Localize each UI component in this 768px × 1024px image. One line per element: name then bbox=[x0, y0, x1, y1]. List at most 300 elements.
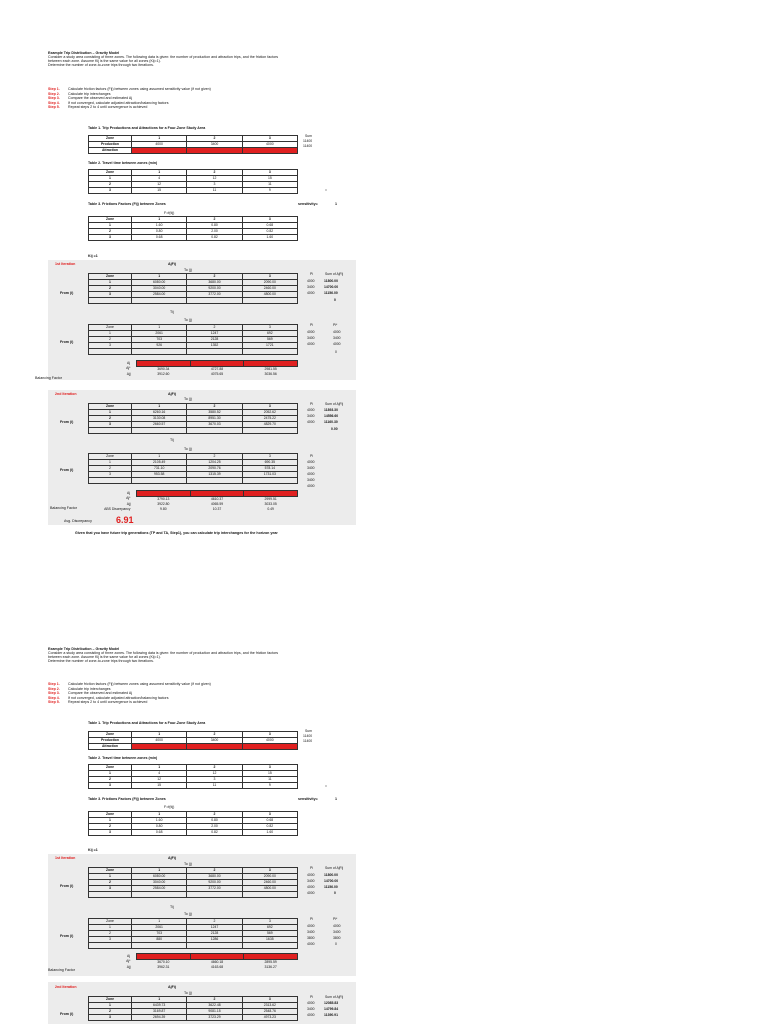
table-row bbox=[89, 744, 298, 750]
header-cell: 2 bbox=[187, 454, 242, 460]
table-3 bbox=[88, 216, 298, 241]
cell: 3 bbox=[187, 182, 242, 188]
row-label: 2 bbox=[89, 182, 132, 188]
cell: 2061 bbox=[132, 925, 187, 931]
from-label: From (i) bbox=[60, 420, 74, 424]
row-label: 1 bbox=[89, 223, 132, 229]
sum-value: 11800.00 bbox=[324, 873, 338, 877]
cell: 0.68 bbox=[242, 223, 297, 229]
header-cell: Zone bbox=[89, 868, 132, 874]
cell: 11 bbox=[187, 188, 242, 194]
cell: 2061 bbox=[132, 331, 187, 337]
table-3-title: Table 3. Frictions Factors (Fij) between Zones bbox=[88, 202, 166, 206]
cell bbox=[187, 744, 242, 750]
ajstar-value: 2999.51 bbox=[264, 496, 277, 501]
pistar-value: 0 bbox=[335, 350, 337, 354]
ajfij-table bbox=[88, 273, 298, 304]
aj-label: Aj bbox=[126, 360, 130, 365]
ajj-value: 4075.65 bbox=[210, 371, 224, 376]
row-label: 2 bbox=[89, 931, 132, 937]
cell bbox=[132, 744, 187, 750]
cell: 2090.00 bbox=[242, 874, 297, 880]
tij-table bbox=[88, 324, 298, 355]
pi-value: 3400 bbox=[307, 414, 315, 418]
header-cell: 2 bbox=[187, 765, 242, 771]
abs-value: 10.37 bbox=[212, 506, 222, 511]
tij-table bbox=[88, 453, 298, 484]
header-cell: 1 bbox=[132, 732, 187, 738]
cell: 2105.49 bbox=[132, 460, 187, 466]
cell: 3580.52 bbox=[187, 410, 242, 416]
sum-value: 0 bbox=[334, 298, 336, 302]
cell: 12 bbox=[187, 771, 242, 777]
header-cell: 3 bbox=[242, 325, 297, 331]
cell: 1.60 bbox=[242, 830, 297, 836]
cell: 8951.30 bbox=[187, 416, 242, 422]
abs-label: ABS Discrepancy bbox=[104, 506, 131, 511]
to-label: To (j) bbox=[184, 268, 192, 272]
step-text: Repeat steps 2 to 4 until convergence is achieved bbox=[68, 700, 148, 704]
to-label: To (j) bbox=[184, 318, 192, 322]
header-cell: 3 bbox=[242, 274, 297, 280]
header-cell: 3 bbox=[242, 136, 297, 142]
cell: 3772.00 bbox=[187, 292, 242, 298]
step-text: Repeat steps 2 to 4 until convergence is achieved bbox=[68, 105, 148, 109]
cell: 4 bbox=[132, 771, 187, 777]
header-cell: 1 bbox=[132, 765, 187, 771]
ajj-label: Ajj bbox=[126, 964, 131, 969]
ajstar-label: Aj* bbox=[126, 496, 131, 501]
sum-value: 0 bbox=[334, 891, 336, 895]
cell: 3040.00 bbox=[132, 286, 187, 292]
header-cell: 3 bbox=[242, 997, 297, 1003]
cell: 9200.00 bbox=[187, 880, 242, 886]
aj-label: Aj bbox=[126, 490, 130, 495]
table-row bbox=[89, 188, 298, 194]
cell: 3400 bbox=[187, 738, 242, 744]
kij-note: Kij =1 bbox=[88, 848, 98, 852]
to-label: To (j) bbox=[184, 912, 192, 916]
row-label: 3 bbox=[89, 937, 132, 943]
pi-value: 4000 bbox=[307, 408, 315, 412]
step-text: If not converged, calculate adjusted attraction/balancing factors bbox=[68, 695, 169, 700]
sum-value: 11160.30 bbox=[324, 420, 338, 424]
row-label: 3 bbox=[89, 783, 132, 789]
cell: 9200.00 bbox=[187, 286, 242, 292]
friction-function: F=f(tij) bbox=[164, 211, 175, 215]
sum-value: 14700.00 bbox=[324, 285, 339, 289]
description-line: Consider a study area consisting of three zones. The following data is given: the number of production and attraction trips, and the friction factors bbox=[48, 55, 279, 59]
step-text: Calculate trip interchanges bbox=[68, 91, 111, 96]
iteration-1-label: 1st Iteration bbox=[55, 262, 76, 266]
pistar-value: 4000 bbox=[333, 342, 341, 346]
table-row bbox=[89, 783, 298, 789]
abs-row bbox=[88, 507, 298, 512]
row-label: 3 bbox=[89, 292, 132, 298]
cell: 11 bbox=[187, 783, 242, 789]
sensitivity-label: sensitivity= bbox=[298, 202, 318, 206]
abs-value: 9.80 bbox=[160, 506, 167, 511]
pistar-value: 3400 bbox=[333, 930, 341, 934]
ajj-value: 4163.68 bbox=[210, 964, 224, 969]
table-row bbox=[89, 235, 298, 241]
pi-value: 4000 bbox=[307, 472, 315, 476]
pistar-value: 4000 bbox=[333, 330, 341, 334]
cell: 2313.62 bbox=[242, 1003, 297, 1009]
pi-value: 4000 bbox=[307, 460, 315, 464]
cell: 1247 bbox=[187, 925, 242, 931]
cell: 2460.00 bbox=[242, 286, 297, 292]
ajstar-value: 4660.18 bbox=[210, 959, 224, 964]
table-3-title: Table 3. Frictions Factors (Fij) between Zones bbox=[88, 797, 166, 801]
row-label: 2 bbox=[89, 824, 132, 830]
table-1 bbox=[88, 135, 298, 154]
header-cell: 2 bbox=[187, 217, 242, 223]
header-cell: Zone bbox=[89, 732, 132, 738]
from-label: From (i) bbox=[60, 468, 74, 472]
header-cell: Zone bbox=[89, 454, 132, 460]
header-cell: 2 bbox=[187, 170, 242, 176]
row-label: 2 bbox=[89, 416, 132, 422]
cell: 4800.00 bbox=[242, 886, 297, 892]
cell: 2460.00 bbox=[242, 880, 297, 886]
cell: 3 bbox=[187, 777, 242, 783]
ajstar-value: 3670.10 bbox=[157, 959, 170, 964]
row-label: 3 bbox=[89, 1015, 132, 1021]
sum-ajfij-label: Sum of AjFij bbox=[325, 995, 344, 999]
cell: 1721 bbox=[242, 343, 297, 349]
sum-ajfij-label: Sum of AjFij bbox=[325, 402, 344, 406]
sum-value: 11400 bbox=[303, 739, 313, 743]
row-label: 3 bbox=[89, 188, 132, 194]
step-label: Step 5. bbox=[48, 700, 60, 704]
cell: 1315.39 bbox=[187, 472, 242, 478]
table-row bbox=[89, 830, 298, 836]
cell: 0.82 bbox=[242, 229, 297, 235]
pi-value: 3800 bbox=[307, 936, 315, 940]
step-label: Step 4. bbox=[48, 100, 60, 105]
cell: 15 bbox=[132, 188, 187, 194]
step-text: If not converged, calculate adjusted attraction/balancing factors bbox=[68, 100, 169, 105]
table-2-title: Table 2. Travel time between zones (min) bbox=[88, 161, 158, 165]
balancing-factor-label: Balancing Factor bbox=[50, 506, 77, 510]
tij-title: Tij bbox=[170, 438, 174, 442]
to-label: To (j) bbox=[184, 862, 192, 866]
cell: 4 bbox=[132, 176, 187, 182]
pi-value: 4000 bbox=[307, 873, 315, 877]
sum-value: 11156.00 bbox=[324, 291, 338, 295]
row-label: 1 bbox=[89, 176, 132, 182]
avg-discrepancy-value: 6.91 bbox=[116, 515, 134, 525]
table-1-title: Table 1. Trip Productions and Attractions for a Four-Zone Study Area bbox=[88, 721, 206, 725]
cell: 569 bbox=[242, 337, 297, 343]
table-row bbox=[89, 148, 298, 154]
cell: 3670.03 bbox=[187, 422, 242, 428]
cell bbox=[242, 744, 297, 750]
cell: 1286 bbox=[187, 937, 242, 943]
pi-value: 4000 bbox=[307, 924, 315, 928]
row-label: 2 bbox=[89, 286, 132, 292]
row-label: 3 bbox=[89, 886, 132, 892]
pi-label: Pi bbox=[310, 917, 314, 921]
pi-value: 4000 bbox=[307, 942, 315, 946]
cell: 690.35 bbox=[242, 460, 297, 466]
row-label: 1 bbox=[89, 280, 132, 286]
header-cell: 2 bbox=[187, 404, 242, 410]
ajj-label: Ajj bbox=[126, 371, 131, 376]
description-line: between each zone. Assume Kij is the same value for all zones (Kij=1). bbox=[48, 59, 161, 63]
ajfij-title: AjFij bbox=[168, 985, 176, 989]
cell: 2475.22 bbox=[242, 416, 297, 422]
cell: 2584.00 bbox=[132, 886, 187, 892]
cell: 703 bbox=[132, 337, 187, 343]
sum-label: Sum bbox=[305, 729, 312, 733]
ajj-value: 3922.80 bbox=[157, 501, 170, 506]
ajstar-value: 2981.55 bbox=[264, 366, 277, 371]
cell: 2694.39 bbox=[132, 1015, 187, 1021]
ajstar-label: Aj* bbox=[126, 366, 131, 371]
cell: 0.80 bbox=[187, 818, 242, 824]
cell: 1.60 bbox=[132, 223, 187, 229]
pi-label: Pi bbox=[310, 866, 314, 870]
cell: 15 bbox=[242, 771, 297, 777]
balancing-factor-label: Balancing Factor bbox=[48, 968, 75, 972]
ajstar-label: Aj* bbox=[126, 959, 131, 964]
pi-value: 4000 bbox=[307, 420, 315, 424]
kij-note: Kij =1 bbox=[88, 254, 98, 258]
row-label: 2 bbox=[89, 1009, 132, 1015]
header-cell: 1 bbox=[132, 404, 187, 410]
step-text: Compare the observed and estimated Aj bbox=[68, 691, 133, 695]
from-label: From (i) bbox=[60, 1012, 74, 1016]
cell: 2128 bbox=[187, 337, 242, 343]
tij-table bbox=[88, 918, 298, 949]
header-cell: Zone bbox=[89, 274, 132, 280]
row-label: 1 bbox=[89, 771, 132, 777]
cell: 3723.29 bbox=[187, 1015, 242, 1021]
pi-label: Pi bbox=[310, 323, 314, 327]
cell: 2128 bbox=[187, 931, 242, 937]
pi-value: 3400 bbox=[307, 478, 315, 482]
row-label: 1 bbox=[89, 331, 132, 337]
pi-value: 3400 bbox=[307, 285, 315, 289]
cell: 0.80 bbox=[132, 824, 187, 830]
pistar-value: 3400 bbox=[333, 336, 341, 340]
cell: 3680.00 bbox=[187, 874, 242, 880]
sensitivity-value: 1 bbox=[335, 202, 337, 206]
cell: 12 bbox=[132, 182, 187, 188]
sum-ajfij-label: Sum of AjFij bbox=[325, 866, 344, 870]
cell: 9081.15 bbox=[187, 1009, 242, 1015]
row-label: 3 bbox=[89, 422, 132, 428]
aj-summary bbox=[88, 490, 298, 512]
cell: 4800.00 bbox=[242, 292, 297, 298]
iteration-2-label: 2nd Iteration bbox=[55, 985, 77, 989]
table-2 bbox=[88, 169, 298, 194]
ajj-value: 3912.60 bbox=[157, 371, 170, 376]
ajfij-title: AjFij bbox=[168, 392, 176, 396]
ajj-row bbox=[88, 372, 298, 377]
cell bbox=[132, 148, 187, 154]
ajj-value: 3036.56 bbox=[264, 371, 277, 376]
cell: 953.58 bbox=[132, 472, 187, 478]
ajfij-title: AjFij bbox=[168, 856, 176, 860]
header-cell: 1 bbox=[132, 454, 187, 460]
sensitivity-label: sensitivity= bbox=[298, 797, 318, 801]
from-label: From (i) bbox=[60, 934, 74, 938]
header-cell: Zone bbox=[89, 812, 132, 818]
cell: 3169.87 bbox=[132, 1009, 187, 1015]
cell: 1247 bbox=[187, 331, 242, 337]
cell: 1731.03 bbox=[242, 472, 297, 478]
cell: 0.82 bbox=[242, 824, 297, 830]
pi-value: 3400 bbox=[307, 466, 315, 470]
row-label: 1 bbox=[89, 925, 132, 931]
pi-label: Pi bbox=[310, 402, 314, 406]
cell: 0.68 bbox=[242, 818, 297, 824]
row-label: 1 bbox=[89, 1003, 132, 1009]
tij-title: Tij bbox=[170, 905, 174, 909]
header-cell: Zone bbox=[89, 325, 132, 331]
cell: 6080.00 bbox=[132, 280, 187, 286]
header-cell: 3 bbox=[242, 919, 297, 925]
sum-value: 14556.60 bbox=[324, 414, 339, 418]
step-text: Calculate friction factors (Fij) between zones using assumed sensitivity value (if not given) bbox=[68, 682, 211, 686]
row-label: 2 bbox=[89, 229, 132, 235]
header-cell: 3 bbox=[242, 765, 297, 771]
header-cell: 1 bbox=[132, 217, 187, 223]
equals-sign: = bbox=[325, 784, 327, 788]
cell: 1.60 bbox=[132, 818, 187, 824]
step-label: Step 4. bbox=[48, 695, 60, 700]
header-cell: 2 bbox=[187, 868, 242, 874]
row-label: 3 bbox=[89, 235, 132, 241]
description-line: Determine the number of zone-to-zone trips through two iterations. bbox=[48, 63, 154, 67]
sum-value: 14700.00 bbox=[324, 879, 339, 883]
header-cell: 3 bbox=[242, 454, 297, 460]
header-cell: 1 bbox=[132, 170, 187, 176]
row-label: 1 bbox=[89, 410, 132, 416]
pi-value: 4000 bbox=[307, 891, 315, 895]
pi-value: 4000 bbox=[307, 1001, 315, 1005]
cell: 4829.70 bbox=[242, 422, 297, 428]
table-row bbox=[89, 1015, 298, 1021]
sum-value: 11400 bbox=[303, 139, 313, 143]
cell: 3130.08 bbox=[132, 416, 187, 422]
equals-sign: = bbox=[325, 188, 327, 192]
ajstar-value: 2895.59 bbox=[264, 959, 277, 964]
header-cell: 3 bbox=[242, 812, 297, 818]
pi-label: Pi bbox=[310, 995, 314, 999]
step-text: Calculate friction factors (Fij) between zones using assumed sensitivity value (if not given) bbox=[68, 87, 211, 91]
row-label: Attraction bbox=[89, 744, 132, 750]
step-label: Step 3. bbox=[48, 96, 60, 100]
cell: 4973.23 bbox=[242, 1015, 297, 1021]
table-1 bbox=[88, 731, 298, 750]
row-label: 3 bbox=[89, 472, 132, 478]
description-line: between each zone. Assume Kij is the same value for all zones (Kij=1). bbox=[48, 655, 161, 659]
iteration-1-label: 1st Iteration bbox=[55, 856, 76, 860]
avg-discrepancy-label: Avg. Discrepancy bbox=[64, 519, 92, 523]
cell: 1352 bbox=[187, 343, 242, 349]
pi-label: Pi bbox=[310, 272, 314, 276]
aj-summary bbox=[88, 360, 298, 377]
cell: 2090.00 bbox=[242, 280, 297, 286]
pi-value: 4000 bbox=[307, 1013, 315, 1017]
cell: 4000 bbox=[132, 142, 187, 148]
pi-value: 3400 bbox=[307, 930, 315, 934]
cell bbox=[242, 148, 297, 154]
sum-label: Sum bbox=[305, 134, 312, 138]
pi-value: 4000 bbox=[307, 330, 315, 334]
row-label: 1 bbox=[89, 874, 132, 880]
ajfij-table bbox=[88, 867, 298, 898]
ajj-value: 3136.27 bbox=[264, 964, 277, 969]
cell: 731.10 bbox=[132, 466, 187, 472]
cell: 2052.62 bbox=[242, 410, 297, 416]
header-cell: 3 bbox=[242, 868, 297, 874]
table-3 bbox=[88, 811, 298, 836]
cell: 2584.00 bbox=[132, 292, 187, 298]
from-label: From (i) bbox=[60, 884, 74, 888]
description-line: Determine the number of zone-to-zone trips through two iterations. bbox=[48, 659, 154, 663]
header-cell: 1 bbox=[132, 136, 187, 142]
cell: 12 bbox=[187, 176, 242, 182]
cell: 9 bbox=[242, 188, 297, 194]
cell: 0.68 bbox=[132, 830, 187, 836]
cell: 926 bbox=[132, 343, 187, 349]
cell: 0.80 bbox=[132, 229, 187, 235]
sum-ajfij-label: Sum of AjFij bbox=[325, 272, 344, 276]
row-label: 2 bbox=[89, 337, 132, 343]
step-label: Step 2. bbox=[48, 686, 60, 691]
friction-function: F=f(tij) bbox=[164, 805, 175, 809]
pi-value: 3400 bbox=[307, 879, 315, 883]
table-1-title: Table 1. Trip Productions and Attractions for a Four-Zone Study Area bbox=[88, 126, 206, 130]
header-cell: Zone bbox=[89, 919, 132, 925]
iteration-2-label: 2nd Iteration bbox=[55, 392, 77, 396]
header-cell: Zone bbox=[89, 765, 132, 771]
row-label: 1 bbox=[89, 460, 132, 466]
pi-value: 4000 bbox=[307, 484, 315, 488]
sum-value: 11156.00 bbox=[324, 885, 338, 889]
row-label: Attraction bbox=[89, 148, 132, 154]
header-cell: 3 bbox=[242, 170, 297, 176]
row-label: 3 bbox=[89, 343, 132, 349]
cell: 1635 bbox=[242, 937, 297, 943]
ajstar-value: 4727.88 bbox=[210, 366, 224, 371]
header-cell: 1 bbox=[132, 274, 187, 280]
pistar-value: 3800 bbox=[333, 936, 341, 940]
cell: 11 bbox=[242, 777, 297, 783]
cell: 703 bbox=[132, 931, 187, 937]
header-cell: 2 bbox=[187, 325, 242, 331]
cell: 880 bbox=[132, 937, 187, 943]
footer-note: Given that you have future trip generations (TP and TA, Step1), you can calculate trip interchanges for the horizon year bbox=[75, 531, 278, 535]
header-cell: 3 bbox=[242, 404, 297, 410]
cell: 6260.16 bbox=[132, 410, 187, 416]
row-label: 2 bbox=[89, 466, 132, 472]
sum-value: 11400 bbox=[303, 144, 313, 148]
header-cell: 3 bbox=[242, 217, 297, 223]
cell bbox=[187, 148, 242, 154]
pi-label: Pi bbox=[310, 454, 314, 458]
header-cell: 2 bbox=[187, 732, 242, 738]
ajstar-value: 3690.34 bbox=[157, 366, 170, 371]
row-label: Production bbox=[89, 738, 132, 744]
ajj-label: Ajj bbox=[126, 501, 131, 506]
header-cell: Zone bbox=[89, 404, 132, 410]
